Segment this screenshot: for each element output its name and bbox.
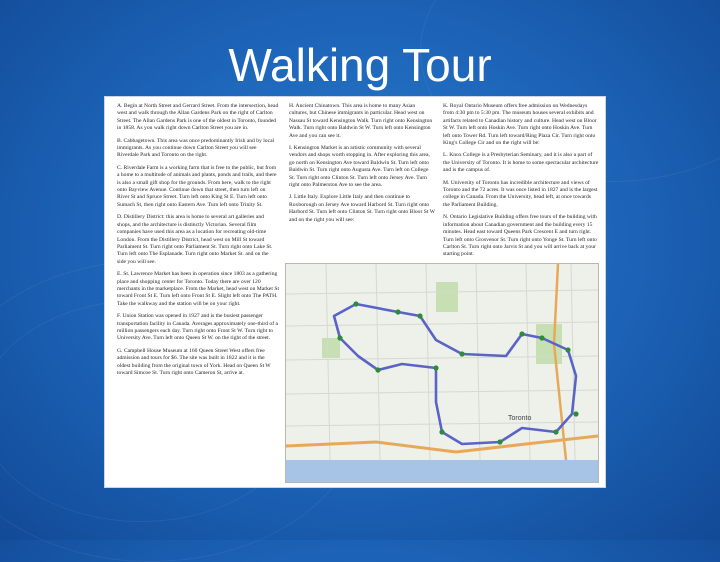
waypoint-marker-g (439, 429, 444, 434)
waypoint-marker-b (539, 335, 544, 340)
waypoint-marker-j (337, 335, 342, 340)
route-map (285, 263, 599, 483)
park-area (322, 338, 340, 358)
stop-i-text: I. Kensington Market is an artistic community with several vendors and shops worth stopping in. After exploring this area, go north on Kensington Ave toward Baldwin St. Turn left onto Baldwin St. Turn right onto Augusta Ave. Turn left on College St. Turn right onto Clinton St. Turn left onto Jersey Ave. Turn right onto Palmerston Ave to see the area. (289, 145, 430, 189)
waypoint-marker-n (459, 351, 464, 356)
stop-a-text: A. Begin at North Street and Gerrard Street. From the intersection, head west and walk through the Allan Gardens Park on the right of Carlton Street. The Allan Gardens Park is one of the oldest in Toronto, founded in 1858. As you walk right down Carlton Street you are in. (117, 103, 279, 132)
stop-c-text: C. Riverdale Farm is a working farm that is free to the public, but from a home to a multitude of animals and plants, ponds and trails, and there is also a small gift shop for the grounds. From here, walk to the right onto Bayview Avenue. Continue down that street, then turn left on River St and Spruce Street. Turn left onto King St E. Turn left onto Sumach St, then right onto Eastern Ave. Turn left onto Trinity St. (117, 164, 277, 208)
highway (286, 436, 598, 452)
waypoint-marker-f (497, 439, 502, 444)
waypoint-marker-h (433, 365, 438, 370)
stop-m-text: M. University of Toronto has incredible architecture and views of Toronto and the 72 acres. It was once listed in 1827 and is the largest college in Canada. From the University, head left, at once towards the Parliament Building. (443, 179, 598, 208)
lake-water (286, 460, 598, 482)
waypoint-marker-e (553, 429, 558, 434)
stop-e-text: E. St. Lawrence Market has been in operation since 1803 as a gathering place and shopping center for Toronto. Today there are over 120 merchants in the marketplace. From the Market, head west on Market St toward Front St E. Turn left onto Front St E. Slight left onto The PATH. Take the walkway and the station will be on your right. (117, 271, 280, 307)
waypoint-marker-k (353, 301, 358, 306)
right-text-column (443, 103, 599, 264)
park-area (436, 282, 458, 312)
stop-k-text: K. Royal Ontario Museum offers free admission on Wednesdays from 4:30 pm to 5:30 pm. The museum houses several exhibits and artifacts related to Canadian history and culture. Head west on Bloor St W. Turn left onto Hoskin Ave. Turn right onto Hoskin Ave. Turn left onto Tower Rd. Turn left toward/Ring Plaza Cir. Turn right onto King's College Cir and on the right will be: (443, 103, 597, 147)
waypoint-marker-a (519, 331, 524, 336)
stop-g-text: G. Campbell House Museum at 160 Queen Street West offers free admission and tours for $6. The site was built in 1822 and it is the oldest building from the original town of York. Head on Queen St W toward Simcoe St. Turn right onto Cameron St, arrive at. (117, 347, 271, 376)
stop-l-text: L. Knox College is a Presbyterian Seminary, and it is also a part of the University of Toronto. It is home to some spectacular architecture and is the campus of. (443, 152, 599, 174)
waypoint-marker-m (417, 313, 422, 318)
stop-b-text: B. Cabbagetown. This area was once predominantly Irish and by local immigrants. As you continue down Carlton Street you will see Riverdale Park and Toronto on the right. (117, 137, 275, 159)
stop-j-text: J. Little Italy. Explore Little Italy and then continue to Roxborough on Jersey Ave toward Harbord St. Turn right onto Harbord St. Turn left onto Clinton St. Turn right onto Bloor St W and on the right you will see: (289, 194, 435, 223)
slide-title: Walking Tour (228, 39, 492, 91)
waypoint-marker-i (375, 367, 380, 372)
stop-f-text: F. Union Station was opened in 1927 and is the busiest passenger transportation facility in Canada. Averages approximately one-third of a million passengers each day. Turn right onto Front St W. Turn right to University Ave. Turn left onto Queen St W. on the right of the street. (117, 313, 278, 342)
middle-text-column (289, 103, 435, 229)
waypoint-marker-c (565, 347, 570, 352)
route-map-canvas (286, 264, 598, 482)
stop-d-text: D. Distillery District: this area is home to several art galleries and shops, and the architecture is distinctly Victorian. Several film companies have used this area as a location for recreating old-time London. From the Distillery District, head west on Mill St toward Parliament St. Turn right onto Parliament St. Turn right onto Lake St. Turn left onto The Esplanade. Turn right onto Market St. and on the side you will see. (117, 214, 273, 265)
city-label: Toronto (508, 415, 532, 422)
stop-n-text: N. Ontario Legislative Building offers free tours of the building with information about Canadian government and the building every 15 minutes. Head east toward Queens Park Crescent E and turn right. Turn left onto Grosvenor St. Turn right onto Yonge St. Turn left onto Carlton St. Turn right onto Jarvis St and you will arrive back at your starting point. (443, 214, 597, 258)
stop-h-text: H. Ancient Chinatown. This area is home to many Asian cultures, but Chinese immigrants in particular. Head west on Nassau St toward Kensington Walk. Turn right onto Kensington Walk. Turn right onto Baldwin St W. Turn left onto Kensington Ave and you can see it. (289, 103, 433, 139)
waypoint-marker-d (573, 411, 578, 416)
walking-tour-handout (104, 96, 606, 488)
left-text-column (117, 103, 279, 382)
waypoint-marker-l (395, 309, 400, 314)
